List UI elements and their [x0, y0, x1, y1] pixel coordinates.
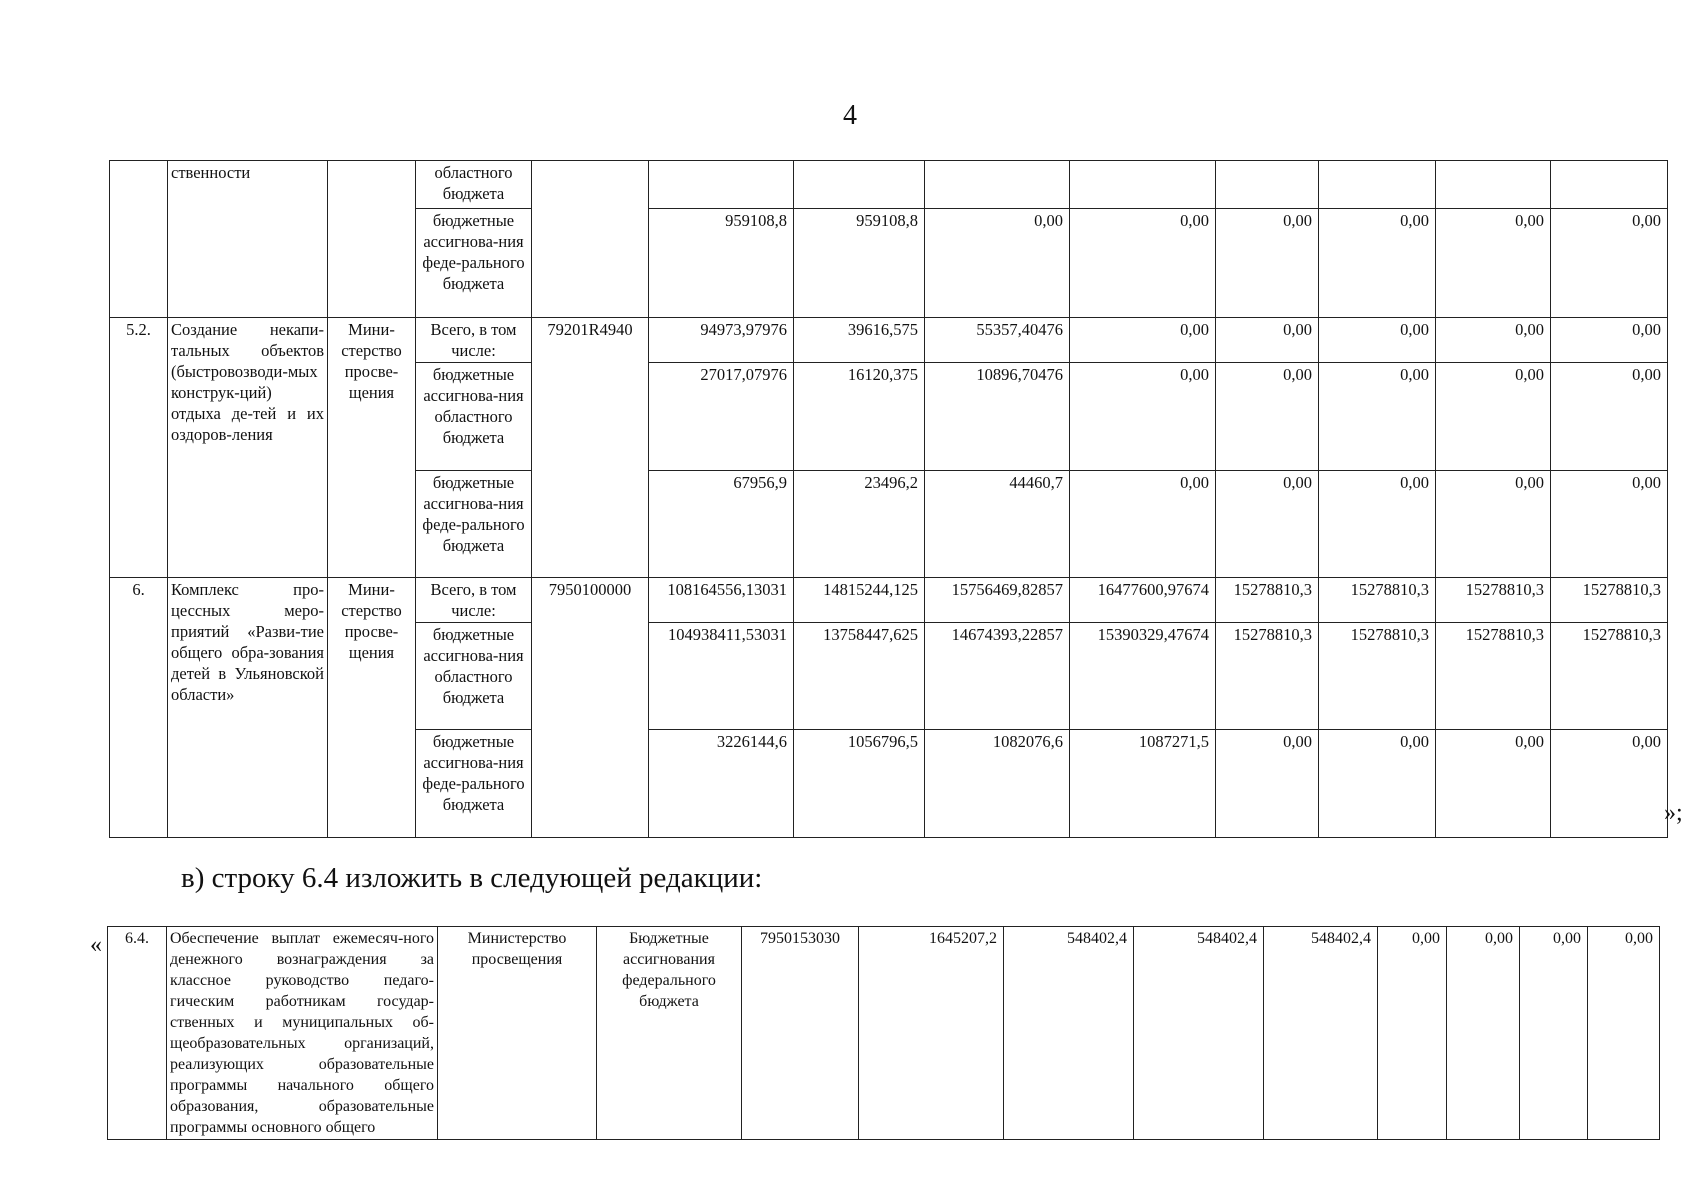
value-cell: 15278810,3	[1216, 623, 1319, 730]
value-cell: 94973,97976	[649, 318, 794, 363]
value-cell: 0,00	[1070, 363, 1216, 471]
page-number: 4	[843, 100, 857, 131]
value-cell: 27017,07976	[649, 363, 794, 471]
value-cell: 108164556,13031	[649, 578, 794, 623]
value-cell: 1056796,5	[794, 730, 925, 838]
value-cell: 0,00	[1319, 471, 1436, 578]
funding-source-cell: бюджетные ассигнова-ния феде-рального бюджета	[416, 730, 532, 838]
opening-quote: «	[90, 932, 102, 958]
value-cell: 0,00	[1436, 363, 1551, 471]
value-cell: 0,00	[1520, 927, 1588, 1140]
row-number-cell: 6.4.	[108, 927, 167, 1140]
value-cell: 10896,70476	[925, 363, 1070, 471]
value-cell	[1551, 161, 1668, 209]
funding-source-cell: Всего, в том числе:	[416, 578, 532, 623]
value-cell: 15390329,47674	[1070, 623, 1216, 730]
value-cell: 15278810,3	[1216, 578, 1319, 623]
value-cell: 0,00	[1436, 730, 1551, 838]
activity-name-cell: Создание некапи-тальных объектов (быстровозводи-мых конструк-ций) отдыха де-тей и их оздоров-ления	[168, 318, 328, 578]
closing-quote: »;	[1664, 800, 1683, 826]
activity-name-cell: Комплекс про-цессных меро-приятий «Разви-тие общего обра-зования детей в Ульяновской области»	[168, 578, 328, 838]
value-cell: 0,00	[1551, 209, 1668, 318]
value-cell: 959108,8	[649, 209, 794, 318]
value-cell: 16477600,97674	[1070, 578, 1216, 623]
value-cell	[794, 161, 925, 209]
value-cell: 0,00	[1551, 363, 1668, 471]
budget-table	[109, 160, 1668, 838]
value-cell	[1436, 161, 1551, 209]
value-cell: 0,00	[1551, 318, 1668, 363]
value-cell: 14674393,22857	[925, 623, 1070, 730]
value-cell: 0,00	[1070, 471, 1216, 578]
funding-source-cell: Бюджетные ассигнования федерального бюджета	[597, 927, 742, 1140]
executor-cell: Мини-стерство просве-щения	[328, 578, 416, 838]
value-cell: 0,00	[1319, 363, 1436, 471]
activity-name-cell: Обеспечение выплат ежемесяч-ного денежного вознаграждения за классное руководство педаго-гическим работникам государ-ственных и муниципальных об-щеобразовательных организаций, реализующих образовательные программы начального общего образования, образовательные программы основного общего	[167, 927, 438, 1140]
row-number-cell: 5.2.	[110, 318, 168, 578]
funding-source-cell: областного бюджета	[416, 161, 532, 209]
table-row	[110, 318, 1668, 363]
value-cell: 0,00	[1216, 363, 1319, 471]
value-cell: 0,00	[1436, 318, 1551, 363]
value-cell: 0,00	[1551, 730, 1668, 838]
value-cell: 39616,575	[794, 318, 925, 363]
value-cell: 0,00	[1378, 927, 1447, 1140]
value-cell: 1082076,6	[925, 730, 1070, 838]
value-cell: 15278810,3	[1551, 578, 1668, 623]
row-number-cell: 6.	[110, 578, 168, 838]
value-cell: 67956,9	[649, 471, 794, 578]
value-cell: 0,00	[925, 209, 1070, 318]
executor-cell: Министерство просвещения	[438, 927, 597, 1140]
value-cell: 13758447,625	[794, 623, 925, 730]
value-cell: 548402,4	[1004, 927, 1134, 1140]
value-cell: 0,00	[1216, 471, 1319, 578]
value-cell: 0,00	[1447, 927, 1520, 1140]
budget-code-cell: 79201R4940	[532, 318, 649, 578]
value-cell: 1087271,5	[1070, 730, 1216, 838]
value-cell: 0,00	[1216, 318, 1319, 363]
table-row	[110, 161, 1668, 209]
value-cell: 0,00	[1216, 209, 1319, 318]
value-cell: 23496,2	[794, 471, 925, 578]
table-row	[110, 578, 1668, 623]
value-cell: 0,00	[1588, 927, 1660, 1140]
value-cell: 548402,4	[1264, 927, 1378, 1140]
value-cell: 0,00	[1070, 209, 1216, 318]
value-cell: 0,00	[1319, 318, 1436, 363]
value-cell: 15278810,3	[1436, 578, 1551, 623]
budget-code-cell: 7950100000	[532, 578, 649, 838]
value-cell: 0,00	[1436, 209, 1551, 318]
funding-source-cell: Всего, в том числе:	[416, 318, 532, 363]
value-cell: 0,00	[1551, 471, 1668, 578]
amended-row-table	[107, 926, 1660, 1140]
value-cell: 104938411,53031	[649, 623, 794, 730]
value-cell	[649, 161, 794, 209]
budget-code-cell: 7950153030	[742, 927, 859, 1140]
funding-source-cell: бюджетные ассигнова-ния феде-рального бюджета	[416, 209, 532, 318]
value-cell: 0,00	[1070, 318, 1216, 363]
value-cell	[1070, 161, 1216, 209]
value-cell	[1216, 161, 1319, 209]
value-cell: 15278810,3	[1436, 623, 1551, 730]
value-cell: 14815244,125	[794, 578, 925, 623]
row-number-cell	[110, 161, 168, 318]
funding-source-cell: бюджетные ассигнова-ния областного бюджета	[416, 363, 532, 471]
value-cell: 1645207,2	[859, 927, 1004, 1140]
value-cell: 959108,8	[794, 209, 925, 318]
value-cell: 15278810,3	[1319, 578, 1436, 623]
amendment-instruction: в) строку 6.4 изложить в следующей редакции:	[181, 862, 763, 894]
value-cell: 3226144,6	[649, 730, 794, 838]
table-row	[108, 927, 1660, 1140]
value-cell	[1319, 161, 1436, 209]
value-cell: 44460,7	[925, 471, 1070, 578]
value-cell: 0,00	[1216, 730, 1319, 838]
value-cell	[925, 161, 1070, 209]
funding-source-cell: бюджетные ассигнова-ния феде-рального бюджета	[416, 471, 532, 578]
value-cell: 15756469,82857	[925, 578, 1070, 623]
activity-name-cell: ственности	[168, 161, 328, 318]
funding-source-cell: бюджетные ассигнова-ния областного бюджета	[416, 623, 532, 730]
value-cell: 0,00	[1319, 209, 1436, 318]
value-cell: 15278810,3	[1319, 623, 1436, 730]
value-cell: 55357,40476	[925, 318, 1070, 363]
value-cell: 548402,4	[1134, 927, 1264, 1140]
value-cell: 16120,375	[794, 363, 925, 471]
budget-code-cell	[532, 161, 649, 318]
value-cell: 15278810,3	[1551, 623, 1668, 730]
value-cell: 0,00	[1319, 730, 1436, 838]
value-cell: 0,00	[1436, 471, 1551, 578]
executor-cell	[328, 161, 416, 318]
executor-cell: Мини-стерство просве-щения	[328, 318, 416, 578]
